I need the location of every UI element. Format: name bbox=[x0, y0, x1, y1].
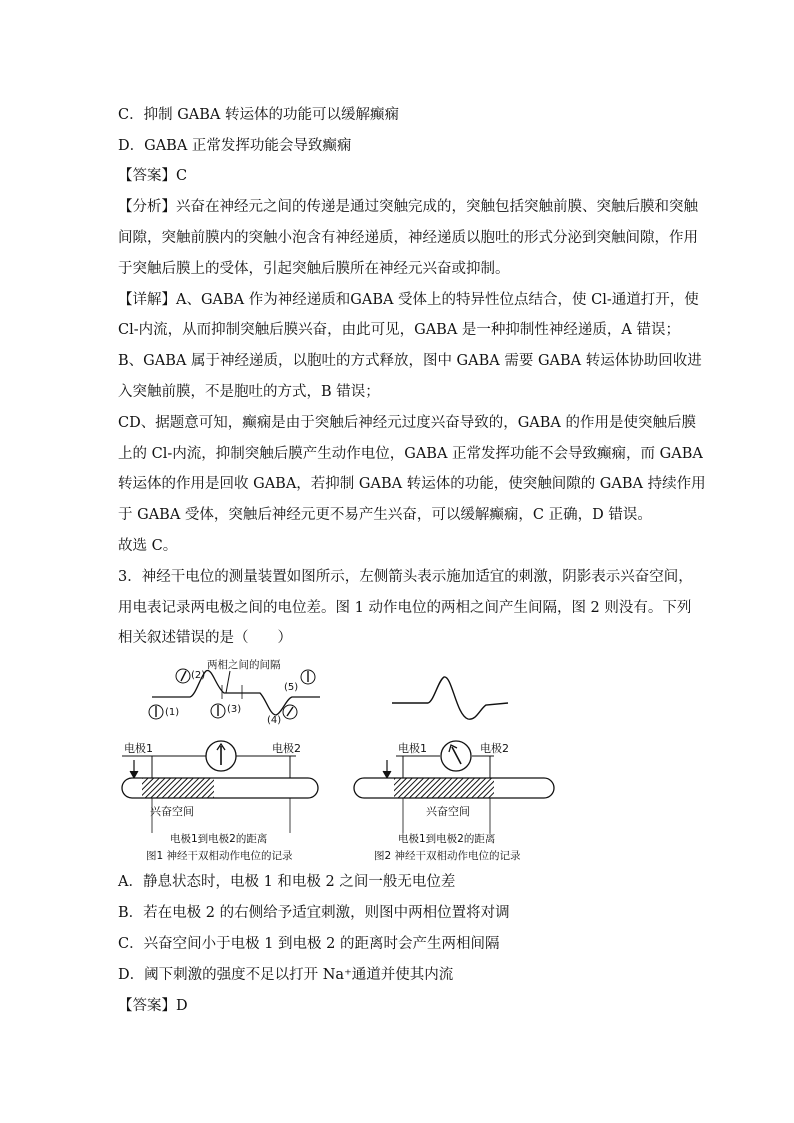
option-a: A．静息状态时，电极 1 和电极 2 之间一般无电位差 bbox=[118, 874, 456, 890]
detail-line-3: B、GABA 属于神经递质，以胞吐的方式释放，图中 GABA 需要 GABA 转运体协助回收进 bbox=[118, 353, 702, 369]
stimulus-arrow-icon bbox=[130, 760, 138, 778]
detail-line-2: Cl-内流，从而抑制突触后膜兴奋，由此可见，GABA 是一种抑制性神经递质，A 错误； bbox=[118, 322, 680, 338]
conclusion: 故选 C。 bbox=[118, 538, 178, 554]
fig2-caption: 图2 神经干双相动作电位的记录 bbox=[374, 850, 521, 862]
meter-icon bbox=[211, 704, 225, 718]
option-b: B．若在电极 2 的右侧给予适宜刺激，则图中两相位置将对调 bbox=[118, 905, 510, 921]
galvanometer-icon bbox=[206, 741, 236, 771]
fig1-mark-4: (4) bbox=[267, 715, 282, 726]
fig1-caption: 图1 神经干双相动作电位的记录 bbox=[146, 850, 293, 862]
fig2-waveform bbox=[392, 677, 508, 719]
meter-icon bbox=[301, 670, 315, 684]
option-c: C．兴奋空间小于电极 1 到电极 2 的距离时会产生两相间隔 bbox=[118, 936, 500, 952]
fig1-mark-5: (5) bbox=[284, 682, 299, 693]
figure-2 bbox=[348, 655, 570, 865]
fig1-mark-1: (1) bbox=[165, 707, 180, 718]
detail-line-7: 转运体的作用是回收 GABA，若抑制 GABA 转运体的功能，使突触间隙的 GABA 持续作用 bbox=[118, 476, 706, 492]
fig2-excitation-space bbox=[394, 778, 494, 798]
fig1-electrode-2: 电极2 bbox=[272, 742, 301, 755]
option-d-prev: D．GABA 正常发挥功能会导致癫痫 bbox=[118, 138, 352, 154]
detail-line-4: 入突触前膜，不是胞吐的方式，B 错误； bbox=[118, 384, 380, 400]
detail-line-8: 于 GABA 受体，突触后神经元更不易产生兴奋，可以缓解癫痫，C 正确，D 错误。 bbox=[118, 507, 652, 523]
question-3-line-3: 相关叙述错误的是（ ） bbox=[118, 630, 292, 646]
question-3-line-1: 3．神经干电位的测量装置如图所示，左侧箭头表示施加适宜的刺激，阴影表示兴奋空间， bbox=[118, 569, 693, 585]
galvanometer-icon bbox=[441, 741, 471, 771]
fig1-mark-2: (2) bbox=[191, 670, 206, 681]
fig2-distance-label: 电极1到电极2的距离 bbox=[398, 833, 496, 845]
meter-icon bbox=[283, 705, 297, 719]
fig1-mark-3: (3) bbox=[227, 704, 242, 715]
detail-line-1: 【详解】A、GABA 作为神经递质和GABA 受体上的特异性位点结合，使 Cl-通道打开，使 bbox=[118, 292, 699, 308]
stimulus-arrow-icon bbox=[383, 760, 391, 778]
fig2-electrode-1: 电极1 bbox=[398, 742, 427, 755]
answer: 【答案】D bbox=[118, 998, 188, 1014]
option-c-prev: C．抑制 GABA 转运体的功能可以缓解癫痫 bbox=[118, 107, 399, 123]
meter-icon bbox=[176, 669, 190, 683]
figure-1 bbox=[112, 655, 348, 865]
detail-line-6: 上的 Cl-内流，抑制突触后膜产生动作电位，GABA 正常发挥功能不会导致癫痫，而 GABA bbox=[118, 446, 703, 462]
analysis-line-3: 于突触后膜上的受体，引起突触后膜所在神经元兴奋或抑制。 bbox=[118, 261, 510, 277]
fig2-electrode-2: 电极2 bbox=[480, 742, 509, 755]
answer-prev: 【答案】C bbox=[118, 168, 188, 184]
fig1-space-label: 兴奋空间 bbox=[150, 805, 194, 818]
fig2-space-label: 兴奋空间 bbox=[426, 805, 470, 818]
option-d: D．阈下刺激的强度不足以打开 Na⁺通道并使其内流 bbox=[118, 967, 454, 983]
fig1-distance-label: 电极1到电极2的距离 bbox=[170, 833, 268, 845]
fig1-electrode-1: 电极1 bbox=[124, 742, 153, 755]
meter-icon bbox=[149, 705, 163, 719]
analysis-line-1: 【分析】兴奋在神经元之间的传递是通过突触完成的，突触包括突触前膜、突触后膜和突触 bbox=[118, 199, 698, 215]
detail-line-5: CD、据题意可知，癫痫是由于突触后神经元过度兴奋导致的，GABA 的作用是使突触后膜 bbox=[118, 415, 697, 431]
fig1-gap-label: 两相之间的间隔 bbox=[207, 659, 281, 671]
analysis-line-2: 间隙，突触前膜内的突触小泡含有神经递质，神经递质以胞吐的形式分泌到突触间隙，作用 bbox=[118, 230, 698, 246]
question-3-line-2: 用电表记录两电极之间的电位差。图 1 动作电位的两相之间产生间隔，图 2 则没有。下列 bbox=[118, 600, 692, 616]
fig1-excitation-space bbox=[142, 778, 214, 798]
